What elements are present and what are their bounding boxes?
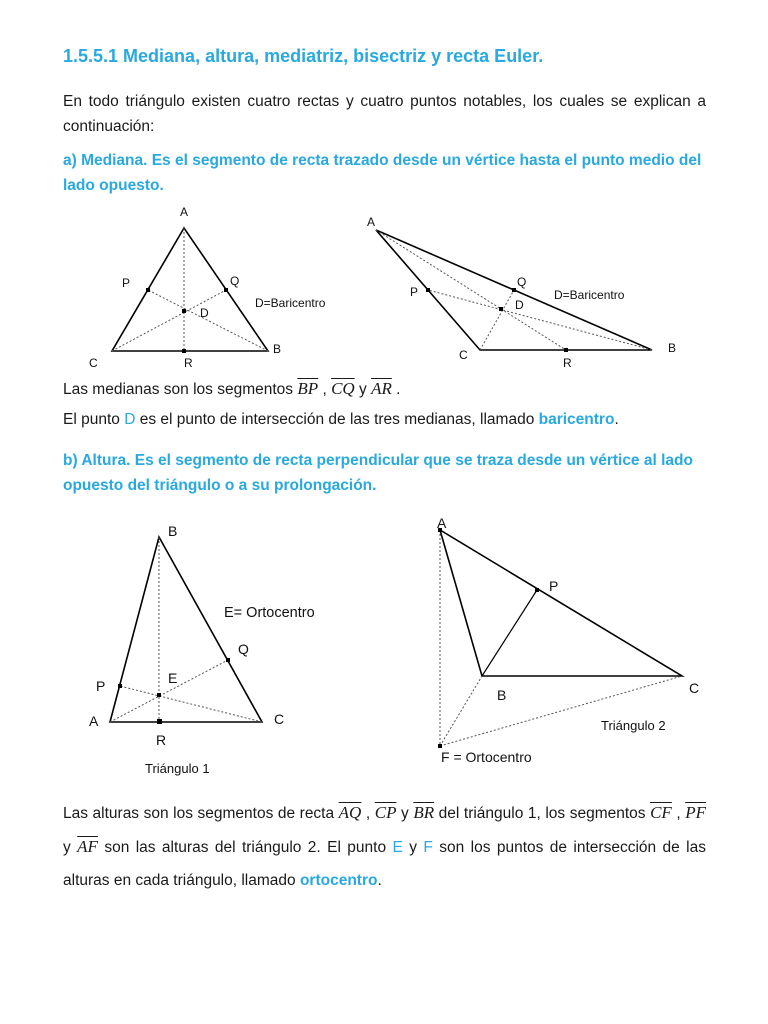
- a2-label-b: B: [497, 687, 507, 703]
- altura-triangle-1: [89, 523, 315, 776]
- text-span: .: [377, 872, 382, 889]
- text-span: Las alturas son los segmentos de recta: [63, 805, 339, 822]
- text-span: y: [402, 839, 424, 856]
- segment-ar: $\overline{AR}$: [371, 379, 392, 398]
- m1-label-a: A: [180, 205, 189, 219]
- segment-cq: $\overline{CQ}$: [331, 379, 355, 398]
- m2-label-q: Q: [517, 275, 527, 289]
- segment-br: $\overline{BR}$: [413, 803, 435, 822]
- text-span: y: [396, 805, 414, 822]
- mediana-triangle-2: [367, 215, 676, 370]
- text-span: ,: [318, 381, 332, 398]
- m2-baricentro-note: D=Baricentro: [554, 288, 625, 302]
- segment-af: $\overline{AF}$: [77, 837, 98, 856]
- intro-paragraph: En todo triángulo existen cuatro rectas y cuatro puntos notables, los cuales se explican a continuación:: [63, 93, 706, 135]
- point-e: E: [392, 839, 403, 856]
- text-span: son los puntos de intersección de las alturas en cada triángulo, llamado: [63, 839, 706, 889]
- segment-aq: $\overline{AQ}$: [338, 803, 362, 822]
- text-span: .: [391, 381, 401, 398]
- segment-pf: $\overline{PF}$: [685, 803, 707, 822]
- a2-label-f: F = Ortocentro: [441, 749, 532, 765]
- m1-label-q: Q: [230, 274, 240, 288]
- text-span: El punto: [63, 411, 125, 428]
- a1-label-a: A: [89, 713, 99, 729]
- altura-heading: b) Altura. Es el segmento de recta perpendicular que se traza desde un vértice al lado opuesto del triángulo o a su prolongación.: [63, 452, 693, 494]
- a1-label-c: C: [274, 711, 285, 727]
- baricentro-sentence: [63, 407, 706, 432]
- m1-baricentro-note: D=Baricentro: [255, 296, 326, 310]
- segment-cf: $\overline{CF}$: [650, 803, 672, 822]
- m1-label-d: D: [200, 306, 209, 320]
- text-span: y: [63, 839, 78, 856]
- segment-cp: $\overline{CP}$: [374, 803, 397, 822]
- a1-label-b: B: [168, 523, 178, 539]
- point-d: D: [124, 411, 136, 428]
- mediana-heading: a) Mediana. Es el segmento de recta trazado desde un vértice hasta el punto medio del lado opuesto.: [63, 152, 702, 194]
- text-span: ,: [671, 805, 686, 822]
- a2-label-p: P: [549, 578, 559, 594]
- a1-label-p: P: [96, 678, 106, 694]
- text-span: Las medianas son los segmentos: [63, 381, 298, 398]
- m1-label-b: B: [273, 342, 282, 356]
- term-ortocentro: ortocentro: [299, 872, 378, 889]
- m2-label-r: R: [563, 356, 572, 370]
- text-span: y: [354, 381, 372, 398]
- a2-caption: Triángulo 2: [601, 718, 666, 733]
- a2-label-a: A: [437, 515, 447, 531]
- m2-label-a: A: [367, 215, 376, 229]
- a1-ortocentro-note: E= Ortocentro: [224, 605, 315, 621]
- a1-label-e: E: [168, 670, 178, 686]
- mediana-triangle-1: [89, 205, 326, 370]
- m1-label-r: R: [184, 356, 193, 370]
- text-span: .: [614, 411, 619, 428]
- segment-bp: $\overline{BP}$: [297, 379, 319, 398]
- m2-label-b: B: [668, 341, 677, 355]
- m1-label-p: P: [122, 276, 131, 290]
- m2-label-p: P: [410, 285, 419, 299]
- term-baricentro: baricentro: [538, 411, 615, 428]
- a1-label-r: R: [156, 732, 167, 748]
- text-span: es el punto de intersección de las tres medianas, llamado: [135, 411, 539, 428]
- m2-label-d: D: [515, 298, 524, 312]
- a2-label-c: C: [689, 680, 700, 696]
- text-span: son las alturas del triángulo 2. El punto: [97, 839, 393, 856]
- text-span: ,: [361, 805, 375, 822]
- altura-triangle-2: [437, 515, 699, 765]
- medianas-sentence: [63, 376, 706, 402]
- m1-label-c: C: [89, 356, 98, 370]
- a1-caption: Triángulo 1: [145, 761, 210, 776]
- section-title: 1.5.5.1 Mediana, altura, mediatriz, bisectriz y recta Euler.: [63, 46, 544, 66]
- text-span: del triángulo 1, los segmentos: [434, 805, 651, 822]
- a1-label-q: Q: [238, 641, 249, 657]
- alturas-paragraph: [63, 796, 706, 897]
- point-f: F: [423, 839, 433, 856]
- m2-label-c: C: [459, 348, 468, 362]
